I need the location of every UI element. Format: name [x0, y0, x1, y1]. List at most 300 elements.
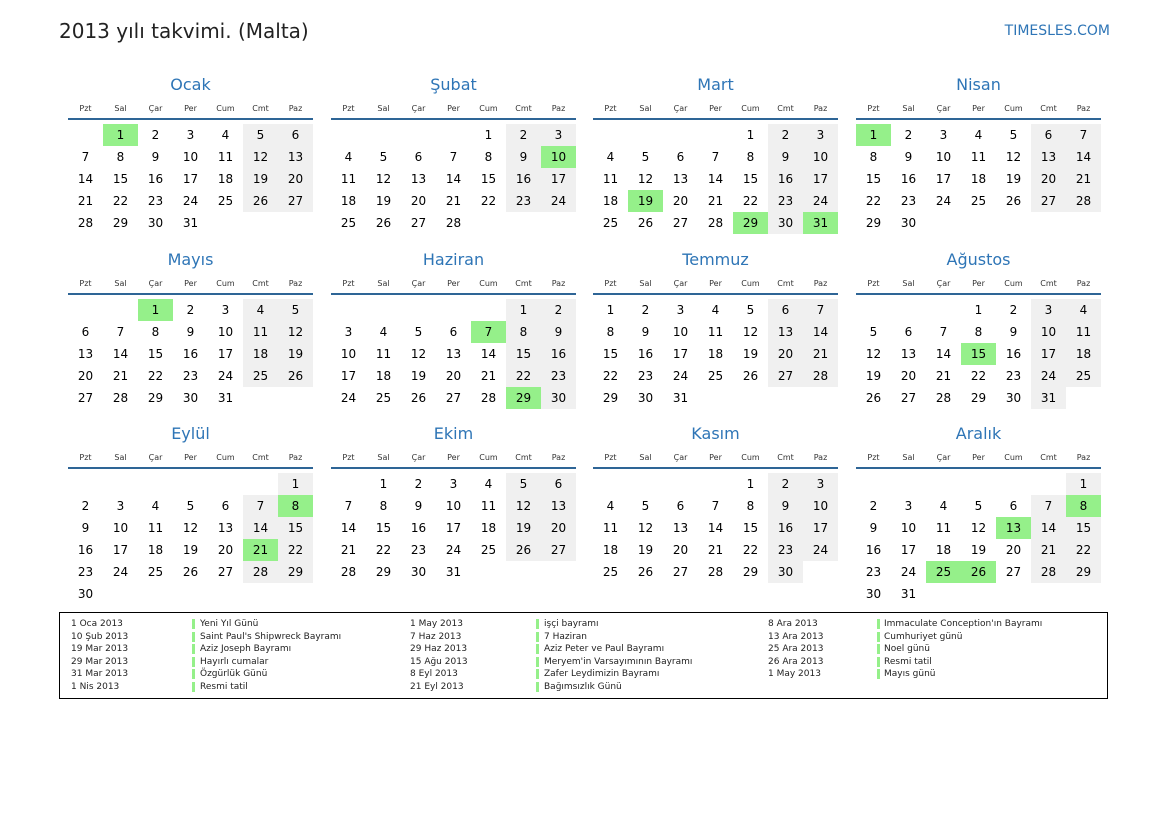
day-cell: 23	[768, 539, 803, 561]
day-cell: 18	[707, 347, 724, 361]
day-cell: 26	[865, 391, 882, 405]
day-cell: 14	[480, 347, 497, 361]
day-cell: 3	[904, 499, 913, 513]
holiday-name: Yeni Yıl Günü	[200, 619, 259, 629]
day-cell: 26	[410, 391, 427, 405]
day-cell: 20	[672, 543, 689, 557]
day-cell: 7	[1031, 495, 1066, 517]
holiday-date: 29 Mar 2013	[71, 656, 129, 667]
day-cell: 4	[606, 150, 615, 164]
day-cell: 25	[243, 365, 278, 387]
day-cell: 21	[803, 343, 838, 365]
day-cell: 29	[742, 565, 759, 579]
weekday-header: Çar	[936, 104, 951, 113]
holiday-row	[768, 656, 1098, 669]
day-cell: 22	[506, 365, 541, 387]
day-cell: 24	[900, 565, 917, 579]
day-cell: 28	[480, 391, 497, 405]
day-cell: 30	[768, 561, 803, 583]
day-cell: 9	[414, 499, 423, 513]
day-cell: 28	[77, 216, 94, 230]
day-cell: 23	[900, 194, 917, 208]
day-cell: 6	[1009, 499, 1018, 513]
day-cell: 25	[375, 391, 392, 405]
day-cell: 30	[182, 391, 199, 405]
day-cell: 5	[1009, 128, 1018, 142]
holiday-name: Noel günü	[884, 644, 930, 654]
weekday-header: Pzt	[79, 279, 92, 288]
day-cell: 9	[541, 321, 576, 343]
day-cell: 26	[1005, 194, 1022, 208]
holiday-date: 21 Eyl 2013	[410, 681, 464, 692]
weekday-header: Paz	[551, 279, 566, 288]
weekday-header: Cmt	[252, 104, 269, 113]
day-cell: 22	[147, 369, 164, 383]
day-cell: 6	[676, 499, 685, 513]
month-name: Eylül	[171, 424, 210, 443]
month-name: Ocak	[170, 75, 211, 94]
day-cell: 3	[803, 473, 838, 495]
day-cell: 30	[768, 212, 803, 234]
day-cell: 14	[707, 172, 724, 186]
weekday-header: Paz	[813, 453, 828, 462]
day-cell: 8	[506, 321, 541, 343]
weekday-header: Sal	[902, 104, 915, 113]
day-cell: 12	[278, 321, 313, 343]
holiday-marker	[536, 632, 539, 642]
day-cell: 9	[186, 325, 195, 339]
day-cell: 3	[541, 124, 576, 146]
weekday-header: Cum	[479, 104, 498, 113]
site-link[interactable]: TIMESLES.COM	[1004, 23, 1110, 39]
day-cell: 29	[375, 565, 392, 579]
holiday-row	[410, 618, 740, 631]
holiday-name: Aziz Peter ve Paul Bayramı	[544, 644, 665, 654]
day-cell: 11	[217, 150, 234, 164]
day-cell: 15	[147, 347, 164, 361]
day-cell: 14	[1066, 146, 1101, 168]
day-cell: 5	[186, 499, 195, 513]
holiday-name: Hayırlı cumalar	[200, 656, 269, 667]
day-cell: 22	[480, 194, 497, 208]
weekday-header: Per	[184, 279, 197, 288]
holiday-column	[71, 618, 401, 693]
day-cell: 10	[803, 495, 838, 517]
day-cell: 11	[602, 521, 619, 535]
day-cell: 27	[278, 190, 313, 212]
day-cell: 17	[445, 521, 462, 535]
day-cell: 19	[243, 168, 278, 190]
day-cell: 6	[278, 124, 313, 146]
page-title: 2013 yılı takvimi. (Malta)	[59, 19, 309, 43]
weekday-header: Sal	[639, 279, 652, 288]
weekday-header: Cum	[216, 104, 235, 113]
day-cell: 25	[340, 216, 357, 230]
holiday-row	[71, 668, 401, 681]
weekday-header: Cmt	[1040, 453, 1057, 462]
day-cell: 27	[217, 565, 234, 579]
holiday-marker	[877, 669, 880, 679]
day-cell: 17	[1031, 343, 1066, 365]
holiday-legend	[59, 612, 1108, 699]
day-cell: 1	[746, 477, 755, 491]
day-cell: 6	[414, 150, 423, 164]
holiday-cell: 15	[961, 343, 996, 365]
day-cell: 8	[151, 325, 160, 339]
day-cell: 23	[77, 565, 94, 579]
day-cell: 7	[344, 499, 353, 513]
day-cell: 4	[606, 499, 615, 513]
day-cell: 14	[243, 517, 278, 539]
day-cell: 22	[865, 194, 882, 208]
day-cell: 12	[182, 521, 199, 535]
day-cell: 27	[1031, 190, 1066, 212]
day-cell: 23	[1005, 369, 1022, 383]
holiday-date: 29 Haz 2013	[410, 644, 468, 654]
day-cell: 25	[970, 194, 987, 208]
day-cell: 21	[935, 369, 952, 383]
day-cell: 5	[641, 499, 650, 513]
day-cell: 21	[112, 369, 129, 383]
day-cell: 9	[151, 150, 160, 164]
weekday-header: Paz	[1076, 453, 1091, 462]
day-cell: 12	[637, 172, 654, 186]
day-cell: 10	[672, 325, 689, 339]
day-cell: 21	[445, 194, 462, 208]
day-cell: 9	[506, 146, 541, 168]
day-cell: 15	[602, 347, 619, 361]
weekday-header: Çar	[673, 453, 688, 462]
day-cell: 11	[375, 347, 392, 361]
holiday-name: 7 Haziran	[544, 631, 588, 642]
day-cell: 8	[116, 150, 125, 164]
month-divider	[331, 118, 576, 120]
day-cell: 18	[243, 343, 278, 365]
day-cell: 19	[506, 517, 541, 539]
day-cell: 28	[707, 216, 724, 230]
day-cell: 18	[340, 194, 357, 208]
day-cell: 2	[81, 499, 90, 513]
weekday-header: Sal	[377, 453, 390, 462]
day-cell: 29	[865, 216, 882, 230]
day-cell: 7	[803, 299, 838, 321]
weekday-header: Cmt	[252, 453, 269, 462]
day-cell: 23	[637, 369, 654, 383]
day-cell: 15	[480, 172, 497, 186]
holiday-row	[71, 643, 401, 656]
weekday-header: Cum	[1004, 279, 1023, 288]
day-cell: 22	[970, 369, 987, 383]
day-cell: 17	[112, 543, 129, 557]
day-cell: 31	[217, 391, 234, 405]
day-cell: 29	[112, 216, 129, 230]
day-cell: 2	[869, 499, 878, 513]
day-cell: 3	[676, 303, 685, 317]
weekday-header: Sal	[377, 279, 390, 288]
day-cell: 26	[506, 539, 541, 561]
day-cell: 5	[379, 150, 388, 164]
day-cell: 10	[340, 347, 357, 361]
holiday-date: 31 Mar 2013	[71, 669, 129, 679]
weekday-header: Per	[709, 453, 722, 462]
day-cell: 11	[707, 325, 724, 339]
day-cell: 13	[672, 172, 689, 186]
day-cell: 5	[869, 325, 878, 339]
holiday-cell: 10	[541, 146, 576, 168]
day-cell: 10	[112, 521, 129, 535]
day-cell: 10	[445, 499, 462, 513]
day-cell: 11	[340, 172, 357, 186]
day-cell: 19	[375, 194, 392, 208]
holiday-date: 1 Oca 2013	[71, 619, 123, 629]
weekday-header: Çar	[936, 453, 951, 462]
weekday-header: Cmt	[515, 279, 532, 288]
weekday-header: Sal	[639, 104, 652, 113]
day-cell: 3	[803, 124, 838, 146]
day-cell: 8	[484, 150, 493, 164]
holiday-cell: 25	[926, 561, 961, 583]
holiday-name: Meryem'in Varsayımının Bayramı	[544, 656, 693, 667]
day-cell: 22	[375, 543, 392, 557]
weekday-header: Cum	[479, 453, 498, 462]
day-cell: 22	[112, 194, 129, 208]
day-cell: 3	[221, 303, 230, 317]
day-cell: 12	[243, 146, 278, 168]
holiday-row	[768, 618, 1098, 631]
holiday-date: 7 Haz 2013	[410, 631, 462, 642]
holiday-cell: 26	[961, 561, 996, 583]
day-cell: 27	[672, 216, 689, 230]
day-cell: 13	[672, 521, 689, 535]
day-cell: 28	[707, 565, 724, 579]
day-cell: 13	[278, 146, 313, 168]
weekday-header: Per	[972, 104, 985, 113]
holiday-marker	[877, 644, 880, 654]
day-cell: 14	[445, 172, 462, 186]
weekday-header: Cmt	[777, 279, 794, 288]
day-cell: 10	[1031, 321, 1066, 343]
day-cell: 9	[768, 495, 803, 517]
month-divider	[68, 467, 313, 469]
day-cell: 31	[182, 216, 199, 230]
weekday-header: Çar	[673, 279, 688, 288]
day-cell: 17	[217, 347, 234, 361]
day-cell: 12	[375, 172, 392, 186]
day-cell: 6	[449, 325, 458, 339]
day-cell: 4	[974, 128, 983, 142]
day-cell: 30	[410, 565, 427, 579]
month-divider	[331, 467, 576, 469]
day-cell: 13	[445, 347, 462, 361]
day-cell: 19	[865, 369, 882, 383]
day-cell: 5	[506, 473, 541, 495]
holiday-name: Zafer Leydimizin Bayramı	[544, 669, 660, 679]
day-cell: 31	[900, 587, 917, 601]
day-cell: 7	[116, 325, 125, 339]
holiday-date: 19 Mar 2013	[71, 644, 129, 654]
day-cell: 3	[939, 128, 948, 142]
weekday-header: Paz	[1076, 104, 1091, 113]
month-name: Şubat	[430, 75, 477, 94]
day-cell: 8	[974, 325, 983, 339]
day-cell: 27	[445, 391, 462, 405]
day-cell: 24	[803, 539, 838, 561]
day-cell: 3	[186, 128, 195, 142]
weekday-header: Paz	[551, 104, 566, 113]
holiday-row	[768, 631, 1098, 644]
holiday-marker	[192, 619, 195, 629]
day-cell: 20	[217, 543, 234, 557]
weekday-header: Pzt	[867, 279, 880, 288]
weekday-header: Cum	[216, 453, 235, 462]
day-cell: 17	[803, 168, 838, 190]
day-cell: 3	[344, 325, 353, 339]
holiday-row	[410, 643, 740, 656]
holiday-date: 8 Eyl 2013	[410, 669, 458, 679]
holiday-cell: 31	[803, 212, 838, 234]
day-cell: 22	[602, 369, 619, 383]
day-cell: 17	[672, 347, 689, 361]
day-cell: 7	[449, 150, 458, 164]
weekday-header: Paz	[551, 453, 566, 462]
day-cell: 9	[1009, 325, 1018, 339]
holiday-cell: 8	[278, 495, 313, 517]
day-cell: 19	[1005, 172, 1022, 186]
day-cell: 12	[1005, 150, 1022, 164]
day-cell: 16	[768, 517, 803, 539]
day-cell: 28	[935, 391, 952, 405]
day-cell: 29	[970, 391, 987, 405]
weekday-header: Paz	[813, 104, 828, 113]
day-cell: 6	[904, 325, 913, 339]
holiday-cell: 1	[138, 299, 173, 321]
month-name: Nisan	[956, 75, 1001, 94]
day-cell: 6	[221, 499, 230, 513]
day-cell: 21	[480, 369, 497, 383]
day-cell: 14	[77, 172, 94, 186]
weekday-header: Per	[447, 104, 460, 113]
day-cell: 18	[970, 172, 987, 186]
holiday-cell: 21	[243, 539, 278, 561]
day-cell: 2	[186, 303, 195, 317]
month-name: Kasım	[691, 424, 740, 443]
weekday-header: Çar	[936, 279, 951, 288]
day-cell: 6	[541, 473, 576, 495]
day-cell: 19	[410, 369, 427, 383]
weekday-header: Paz	[1076, 279, 1091, 288]
day-cell: 30	[147, 216, 164, 230]
day-cell: 20	[278, 168, 313, 190]
day-cell: 16	[410, 521, 427, 535]
day-cell: 9	[81, 521, 90, 535]
day-cell: 1	[506, 299, 541, 321]
weekday-header: Pzt	[79, 453, 92, 462]
day-cell: 1	[974, 303, 983, 317]
day-cell: 2	[506, 124, 541, 146]
day-cell: 8	[746, 150, 755, 164]
weekday-header: Cum	[479, 279, 498, 288]
month-name: Haziran	[422, 250, 485, 269]
day-cell: 12	[410, 347, 427, 361]
day-cell: 10	[803, 146, 838, 168]
holiday-date: 8 Ara 2013	[768, 619, 818, 629]
day-cell: 12	[865, 347, 882, 361]
weekday-header: Per	[184, 453, 197, 462]
day-cell: 26	[278, 365, 313, 387]
holiday-marker	[192, 632, 195, 642]
day-cell: 4	[484, 477, 493, 491]
day-cell: 10	[900, 521, 917, 535]
holiday-date: 26 Ara 2013	[768, 656, 824, 667]
day-cell: 13	[1031, 146, 1066, 168]
day-cell: 8	[746, 499, 755, 513]
day-cell: 22	[742, 543, 759, 557]
day-cell: 24	[541, 190, 576, 212]
day-cell: 18	[935, 543, 952, 557]
day-cell: 5	[746, 303, 755, 317]
month-divider	[68, 293, 313, 295]
day-cell: 18	[147, 543, 164, 557]
day-cell: 7	[711, 499, 720, 513]
weekday-header: Sal	[639, 453, 652, 462]
day-cell: 22	[1066, 539, 1101, 561]
day-cell: 16	[506, 168, 541, 190]
day-cell: 23	[865, 565, 882, 579]
day-cell: 28	[1066, 190, 1101, 212]
day-cell: 20	[900, 369, 917, 383]
day-cell: 1	[484, 128, 493, 142]
day-cell: 7	[939, 325, 948, 339]
day-cell: 14	[707, 521, 724, 535]
day-cell: 21	[1031, 539, 1066, 561]
day-cell: 17	[541, 168, 576, 190]
day-cell: 14	[1031, 517, 1066, 539]
day-cell: 27	[672, 565, 689, 579]
day-cell: 15	[742, 172, 759, 186]
holiday-row	[71, 681, 401, 694]
day-cell: 17	[935, 172, 952, 186]
month-name: Ekim	[433, 424, 474, 443]
weekday-header: Cmt	[515, 453, 532, 462]
day-cell: 27	[541, 539, 576, 561]
day-cell: 14	[803, 321, 838, 343]
weekday-header: Çar	[148, 453, 163, 462]
day-cell: 16	[77, 543, 94, 557]
holiday-date: 1 Nis 2013	[71, 681, 120, 692]
day-cell: 16	[182, 347, 199, 361]
day-cell: 10	[182, 150, 199, 164]
day-cell: 9	[768, 146, 803, 168]
weekday-header: Çar	[411, 453, 426, 462]
day-cell: 10	[217, 325, 234, 339]
day-cell: 13	[217, 521, 234, 535]
day-cell: 11	[970, 150, 987, 164]
day-cell: 27	[410, 216, 427, 230]
day-cell: 15	[865, 172, 882, 186]
day-cell: 26	[375, 216, 392, 230]
day-cell: 24	[1031, 365, 1066, 387]
day-cell: 24	[935, 194, 952, 208]
day-cell: 23	[541, 365, 576, 387]
weekday-header: Per	[972, 279, 985, 288]
day-cell: 20	[1031, 168, 1066, 190]
day-cell: 25	[217, 194, 234, 208]
day-cell: 19	[742, 347, 759, 361]
day-cell: 11	[935, 521, 952, 535]
weekday-header: Sal	[114, 279, 127, 288]
day-cell: 23	[182, 369, 199, 383]
weekday-header: Cmt	[777, 104, 794, 113]
